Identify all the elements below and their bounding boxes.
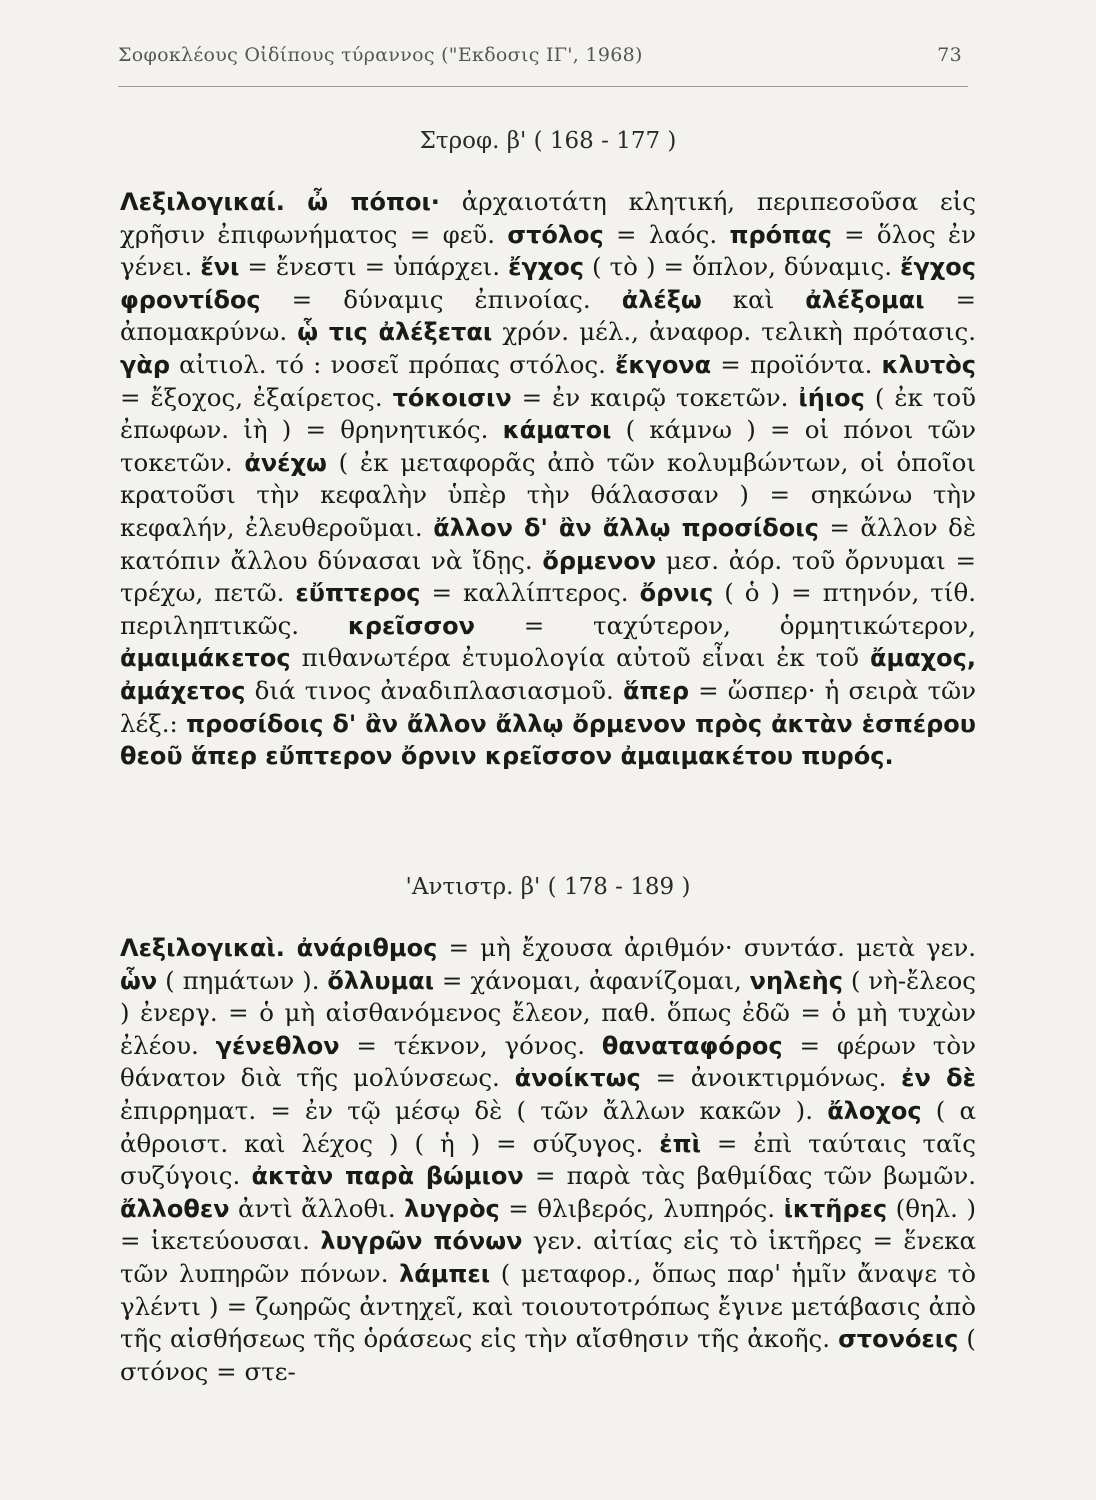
gloss: = φέρων τὸν θάνατον διὰ τῆς μολύνσεως. xyxy=(120,1030,976,1093)
lemma: εὔπτερος xyxy=(295,579,421,608)
lemma: θαναταφόρος xyxy=(601,1031,783,1060)
gloss: χρόν. μέλ., ἀναφορ. τελικὴ πρότασις. xyxy=(492,317,977,347)
gloss: = ὅλος ἐν γένει. xyxy=(120,219,976,282)
strophe-glossary xyxy=(120,186,976,773)
header-rule xyxy=(118,86,968,87)
lemma: κάματοι xyxy=(502,416,612,445)
gloss: = ταχύτερον, ὁρμητικώτερον, xyxy=(475,610,976,640)
gloss: μεσ. ἀόρ. τοῦ ὄρνυμαι = τρέχω, πετῶ. xyxy=(120,545,976,608)
lemma: ἀνέχω xyxy=(244,448,327,477)
lemma: ἐν δὲ xyxy=(901,1064,976,1093)
lemma: ὄλλυμαι xyxy=(327,966,434,995)
lemma: ᾧ τις ἀλέξεται xyxy=(297,318,493,347)
lemma: ἄμαχος, ἀμάχετος xyxy=(120,644,976,705)
lemma: Λεξιλογικαί. ὦ πόποι· xyxy=(120,188,440,216)
lemma: κρεῖσσον xyxy=(347,611,475,640)
gloss: = ἀνοικτιρμόνως. xyxy=(640,1063,902,1093)
lemma: ἐπὶ xyxy=(659,1129,701,1158)
antistrophe-title: 'Αντιστρ. β' ( 178 - 189 ) xyxy=(405,874,691,900)
gloss: = μὴ ἔχουσα ἀριθμόν· συντάσ. μετὰ γεν. xyxy=(437,933,977,962)
gloss: γεν. αἰτίας εἰς τὸ ἱκτῆρες = ἕνεκα τῶν λυπηρῶν πόνων. xyxy=(120,1226,976,1288)
lemma: λυγρὸς xyxy=(404,1194,500,1223)
gloss: (θηλ. ) = ἱκετεύουσαι. xyxy=(120,1193,977,1256)
gloss: αἰτιολ. τό : νοσεῖ πρόπας στόλος. xyxy=(170,349,616,379)
gloss: ( α ἀθροιστ. καὶ λέχος ) ( ἡ ) = σύζυγος. xyxy=(120,1095,976,1158)
lemma: στονόεις xyxy=(838,1325,959,1354)
lemma: πρόπας xyxy=(729,220,832,249)
lemma: κλυτὸς xyxy=(881,350,976,379)
lemma: ἅπερ xyxy=(622,676,689,705)
gloss: καὶ xyxy=(701,284,806,314)
gloss: διά τινος ἀναδιπλασιασμοῦ. xyxy=(245,675,623,705)
gloss: = παρὰ τὰς βαθμίδας τῶν βωμῶν. xyxy=(523,1161,977,1191)
gloss: = ἄλλον δὲ κατόπιν ἄλλου δύνασαι νὰ ἴδῃς. xyxy=(120,512,977,575)
lemma: ἔνι xyxy=(200,253,240,282)
lemma: ἀνοίκτως xyxy=(514,1064,641,1093)
gloss: = λαός. xyxy=(603,219,730,249)
lemma: τόκοισιν xyxy=(392,383,512,412)
lemma: προσίδοις δ' ἂν ἄλλον ἄλλῳ ὄρμενον πρὸς ἀκτὰν ἑσπέρου θεοῦ ἅπερ εὔπτερον ὄρνιν κρεῖσσον ἀμαιμακέτου πυρός. xyxy=(120,709,977,771)
lemma: ἄλλον δ' ἂν ἄλλῳ προσίδοις xyxy=(433,513,819,542)
gloss: ( στόνος = στε- xyxy=(120,1324,976,1386)
lemma: νηλεὴς xyxy=(749,966,843,995)
lemma: ἄλλοθεν xyxy=(120,1194,230,1223)
lemma: ἔκγονα xyxy=(615,350,712,379)
lemma: ἔγχος xyxy=(508,253,584,282)
lemma: ὄρμενον xyxy=(542,546,657,575)
gloss: = ἐπὶ ταύταις ταῖς συζύγοις. xyxy=(120,1128,976,1191)
gloss: = προϊόντα. xyxy=(711,349,882,379)
gloss: = ἀπομακρύνω. xyxy=(120,284,976,347)
lemma: γὰρ xyxy=(120,350,171,379)
gloss: ( πημάτων ). xyxy=(157,965,328,995)
lemma: λάμπει xyxy=(399,1259,491,1288)
header-title: Σοφοκλέους Οἰδίπους τύραννος ("Εκδοσις ΙΓ', 1968) xyxy=(118,44,643,66)
gloss: πιθανωτέρα ἐτυμολογία αὐτοῦ εἶναι ἐκ τοῦ xyxy=(290,643,871,673)
lemma: Λεξιλογικαὶ. ἀνάριθμος xyxy=(120,934,438,962)
gloss: ( ἐκ μεταφορᾶς ἀπὸ τῶν κολυμβώντων, οἱ ὁποῖοι κρατοῦσι τὴν κεφαλὴν ὑπὲρ τὴν θάλασσαν ) = σηκώνω τὴν κεφαλήν, ἐλευθεροῦμαι. xyxy=(120,447,976,542)
gloss: = χάνομαι, ἀφανίζομαι, xyxy=(433,965,750,995)
gloss: = τέκνον, γόνος. xyxy=(339,1030,602,1060)
gloss: = ὥσπερ· ἡ σειρὰ τῶν λέξ.: xyxy=(120,675,977,738)
gloss: ἀντὶ ἄλλοθι. xyxy=(229,1193,405,1223)
strophe-title: Στροφ. β' ( 168 - 177 ) xyxy=(419,128,677,154)
gloss: ( τὸ ) = ὅπλον, δύναμις. xyxy=(584,252,901,282)
gloss: = ἔνεστι = ὑπάρχει. xyxy=(239,252,509,282)
lemma: ἱκτῆρες xyxy=(783,1194,888,1223)
gloss: ( νὴ-ἔλεος ) ἐνεργ. = ὁ μὴ αἰσθανόμενος ἔλεον, παθ. ὅπως ἐδῶ = ὁ μὴ τυχὼν ἐλέου. xyxy=(120,965,977,1060)
gloss: = θλιβερός, λυπηρός. xyxy=(499,1193,784,1223)
antistrophe-glossary xyxy=(120,932,976,1388)
lemma: ὧν xyxy=(120,966,158,995)
lemma: ἀλέξομαι xyxy=(805,285,925,314)
gloss: ἀρχαιοτάτη κλητική, περιπεσοῦσα εἰς χρῆσιν ἐπιφωνήματος = φεῦ. xyxy=(120,187,976,249)
lemma: ἰήιος xyxy=(798,383,865,412)
lemma: ἀμαιμάκετος xyxy=(120,644,291,673)
gloss: ( μεταφορ., ὅπως παρ' ἡμῖν ἄναψε τὸ γλέντι ) = ζωηρῶς ἀντηχεῖ, καὶ τοιουτοτρόπως ἔγινε μετάβασις ἀπὸ τῆς αἰσθήσεως τῆς ὁράσεως εἰς τὴν αἴσθησιν τῆς ἀκοῆς. xyxy=(120,1258,976,1354)
gloss: = ἔξοχος, ἐξαίρετος. xyxy=(120,382,393,412)
page-number: 73 xyxy=(937,44,962,66)
gloss: = καλλίπτερος. xyxy=(420,578,640,608)
lemma: ἀλέξω xyxy=(621,285,702,314)
gloss: ἐπιρρηματ. = ἐν τῷ μέσῳ δὲ ( τῶν ἄλλων κακῶν ). xyxy=(120,1095,828,1125)
gloss: = ἐν καιρῷ τοκετῶν. xyxy=(511,382,799,412)
lemma: ἀκτὰν παρὰ βώμιον xyxy=(251,1162,524,1191)
lemma: λυγρῶν πόνων xyxy=(320,1227,523,1256)
lemma: ἔγχος φροντίδος xyxy=(120,253,976,314)
gloss: ( ὁ ) = πτηνόν, τίθ. περιληπτικῶς. xyxy=(120,578,976,640)
gloss: ( κάμνω ) = οἱ πόνοι τῶν τοκετῶν. xyxy=(120,415,976,477)
running-header xyxy=(118,44,968,66)
lemma: στόλος xyxy=(507,220,604,249)
lemma: γένεθλον xyxy=(215,1031,340,1060)
gloss: = δύναμις ἐπινοίας. xyxy=(260,284,622,314)
gloss: ( ἐκ τοῦ ἐπωφων. ἰὴ ) = θρηνητικός. xyxy=(120,382,976,445)
lemma: ἄλοχος xyxy=(827,1096,922,1125)
lemma: ὄρνις xyxy=(639,579,714,608)
